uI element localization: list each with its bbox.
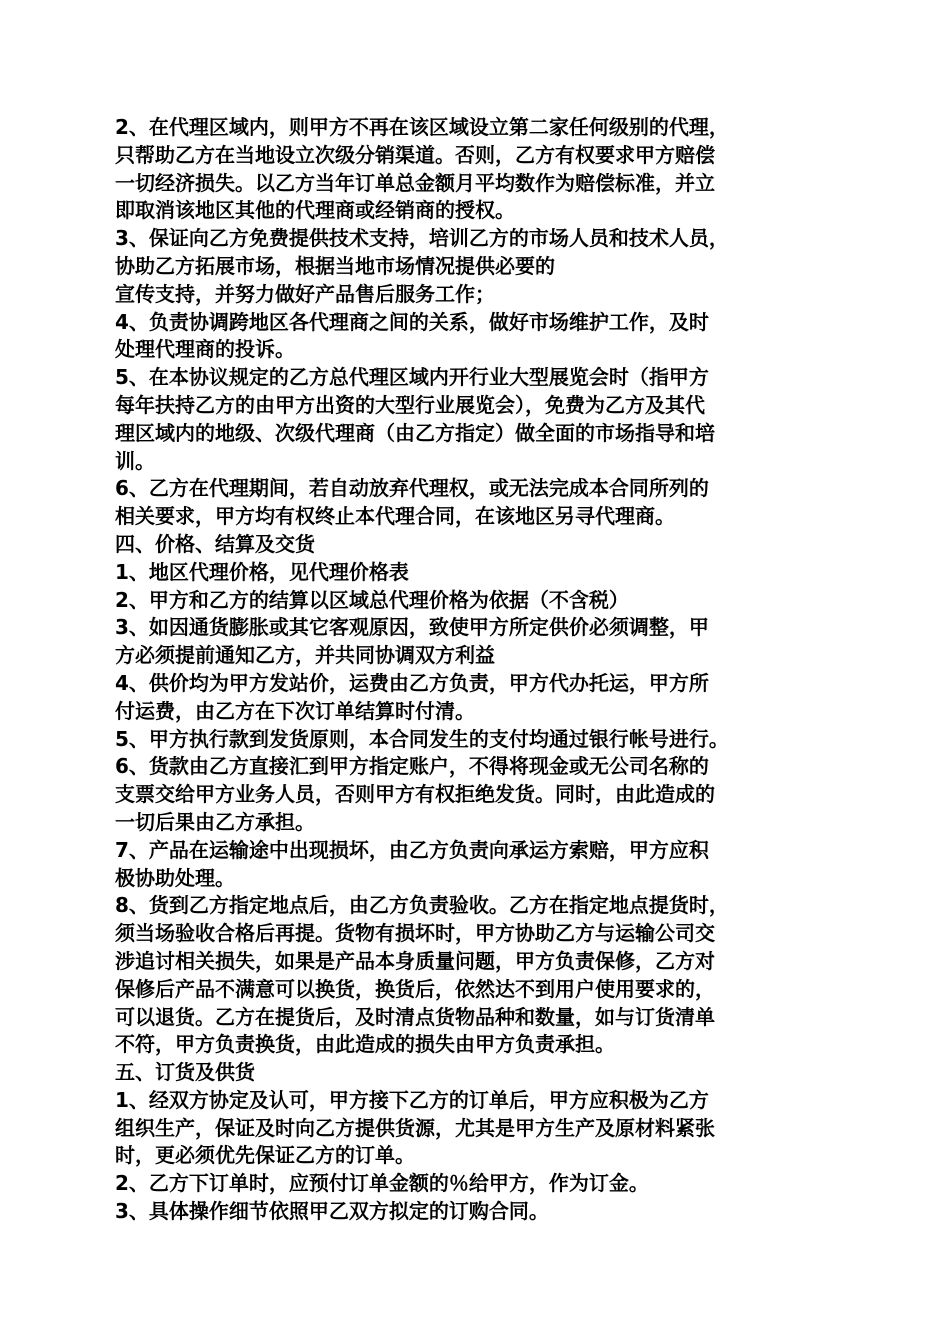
section-heading: 五、订货及供货	[115, 1060, 255, 1085]
text-line: 一切后果由乙方承担。	[115, 809, 315, 834]
text-line: 8、货到乙方指定地点后，由乙方负责验收。乙方在指定地点提货时，	[115, 893, 729, 918]
text-line: 相关要求，甲方均有权终止本代理合同，在该地区另寻代理商。	[115, 504, 675, 529]
text-line: 1、经双方协定及认可，甲方接下乙方的订单后，甲方应积极为乙方	[115, 1087, 709, 1112]
section-heading: 四、价格、结算及交货	[115, 531, 315, 556]
text-line: 一切经济损失。以乙方当年订单总金额月平均数作为赔偿标准，并立	[115, 170, 715, 195]
text-line: 时，更必须优先保证乙方的订单。	[115, 1143, 415, 1168]
text-line: 极协助处理。	[115, 865, 235, 890]
text-line: 6、乙方在代理期间，若自动放弃代理权，或无法完成本合同所列的	[115, 476, 709, 501]
text-line: 每年扶持乙方的由甲方出资的大型行业展览会），免费为乙方及其代	[115, 392, 705, 417]
text-line: 可以退货。乙方在提货后，及时清点货物品种和数量，如与订货清单	[115, 1004, 715, 1029]
text-line: 2、乙方下订单时，应预付订单金额的％给甲方，作为订金。	[115, 1171, 649, 1196]
text-line: 须当场验收合格后再提。货物有损坏时，甲方协助乙方与运输公司交	[115, 921, 715, 946]
text-line: 理区域内的地级、次级代理商（由乙方指定）做全面的市场指导和培	[115, 420, 715, 445]
text-line: 方必须提前通知乙方，并共同协调双方利益	[115, 643, 495, 668]
text-line: 7、产品在运输途中出现损坏，由乙方负责向承运方索赔，甲方应积	[115, 837, 709, 862]
text-line: 6、货款由乙方直接汇到甲方指定账户，不得将现金或无公司名称的	[115, 754, 709, 779]
text-line: 协助乙方拓展市场，根据当地市场情况提供必要的	[115, 253, 555, 278]
text-line: 3、保证向乙方免费提供技术支持，培训乙方的市场人员和技术人员，	[115, 226, 729, 251]
text-line: 即取消该地区其他的代理商或经销商的授权。	[115, 198, 515, 223]
text-line: 保修后产品不满意可以换货，换货后，依然达不到用户使用要求的，	[115, 976, 715, 1001]
text-line: 涉追讨相关损失，如果是产品本身质量问题，甲方负责保修，乙方对	[115, 948, 715, 973]
text-line: 组织生产，保证及时向乙方提供货源，尤其是甲方生产及原材料紧张	[115, 1115, 715, 1140]
text-line: 不符，甲方负责换货，由此造成的损失由甲方负责承担。	[115, 1032, 615, 1057]
text-line: 1、地区代理价格，见代理价格表	[115, 559, 409, 584]
text-line: 4、负责协调跨地区各代理商之间的关系，做好市场维护工作，及时	[115, 309, 709, 334]
text-line: 2、在代理区域内，则甲方不再在该区域设立第二家任何级别的代理，	[115, 115, 729, 139]
text-line: 宣传支持，并努力做好产品售后服务工作；	[115, 281, 495, 306]
text-line: 处理代理商的投诉。	[115, 337, 295, 362]
text-line: 3、如因通货膨胀或其它客观原因，致使甲方所定供价必须调整，甲	[115, 615, 709, 640]
text-line: 支票交给甲方业务人员，否则甲方有权拒绝发货。同时，由此造成的	[115, 782, 715, 807]
text-line: 只帮助乙方在当地设立次级分销渠道。否则，乙方有权要求甲方赔偿	[115, 142, 715, 167]
text-line: 5、甲方执行款到发货原则，本合同发生的支付均通过银行帐号进行。	[115, 726, 729, 751]
text-line: 5、在本协议规定的乙方总代理区域内开行业大型展览会时（指甲方	[115, 365, 709, 390]
text-line: 4、供价均为甲方发站价，运费由乙方负责，甲方代办托运，甲方所	[115, 670, 709, 695]
document-page	[115, 114, 850, 1226]
text-line: 2、甲方和乙方的结算以区域总代理价格为依据（不含税）	[115, 587, 629, 612]
text-line: 3、具体操作细节依照甲乙双方拟定的订购合同。	[115, 1199, 549, 1224]
text-line: 训。	[115, 448, 155, 473]
text-line: 付运费，由乙方在下次订单结算时付清。	[115, 698, 475, 723]
